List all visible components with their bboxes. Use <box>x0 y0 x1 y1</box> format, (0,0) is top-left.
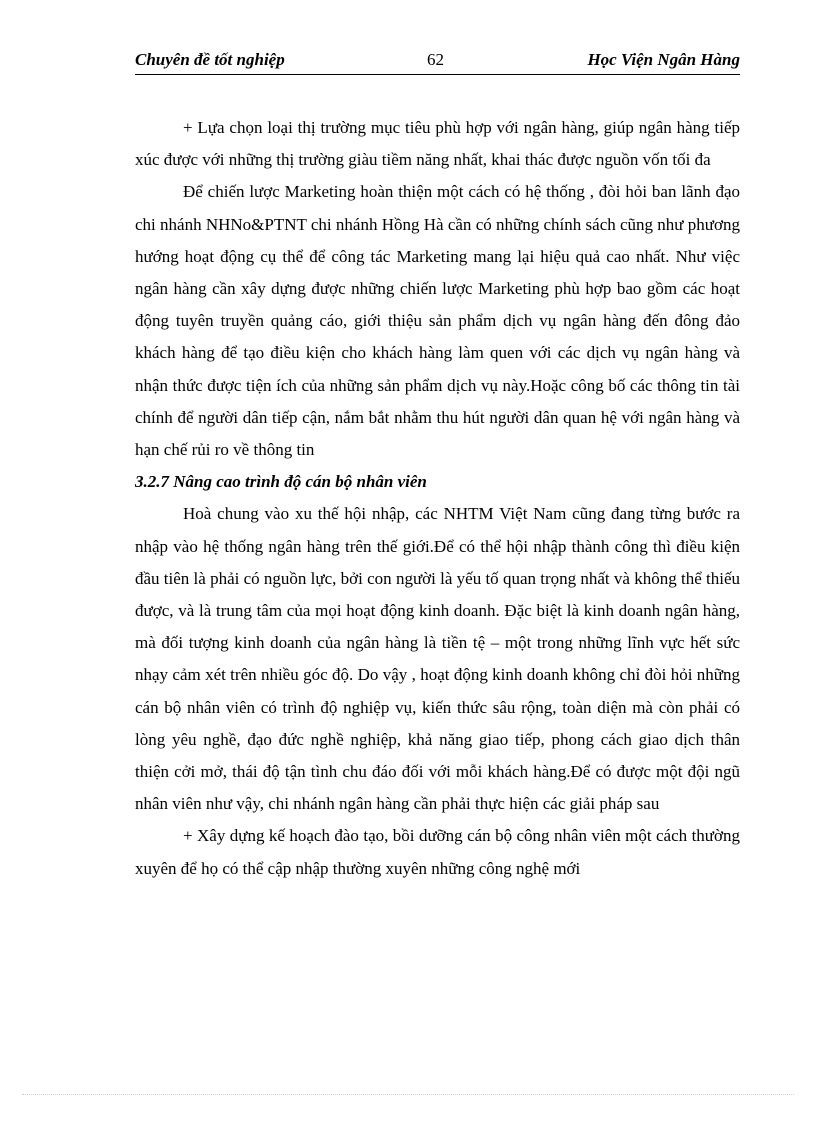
page-number: 62 <box>427 50 444 69</box>
header-institution: Học Viện Ngân Hàng <box>587 50 740 69</box>
paragraph-staff-quality: Hoà chung vào xu thế hội nhập, các NHTM Việt Nam cũng đang từng bước ra nhập vào hệ thống ngân hàng trên thế giới.Để có thể hội nhập thành công thì điều kiện đầu tiên là phải có nguồn lực, bởi con người là yếu tố quan trọng nhất và không thể thiếu được, và là trung tâm của mọi hoạt động kinh doanh. Đặc biệt là kinh doanh ngân hàng, mà đối tượng kinh doanh của ngân hàng là tiền tệ – một trong những lĩnh vực hết sức nhạy cảm xét trên nhiều góc độ. Do vậy , hoạt động kinh doanh không chỉ đòi hỏi những cán bộ nhân viên có trình độ nghiệp vụ, kiến thức sâu rộng, toàn diện mà còn phải có lòng yêu nghề, đạo đức nghề nghiệp, khả năng giao tiếp, phong cách giao dịch thân thiện cởi mở, thái độ tận tình chu đáo đối với mỗi khách hàng.Để có được một đội ngũ nhân viên như vậy, chi nhánh ngân hàng cần phải thực hiện các giải pháp sau <box>135 504 740 814</box>
header-document-type: Chuyên đề tốt nghiệp <box>135 50 285 69</box>
page-body <box>135 112 740 885</box>
paragraph-target-market: + Lựa chọn loại thị trường mục tiêu phù hợp với ngân hàng, giúp ngân hàng tiếp xúc được với những thị trường giàu tiềm năng nhất, khai thác được nguồn vốn tối đa <box>135 118 740 170</box>
page-header <box>135 48 740 75</box>
paragraph-training-plan: + Xây dựng kế hoạch đào tạo, bồi dưỡng cán bộ công nhân viên một cách thường xuyên để họ có thể cập nhập thường xuyên những công nghệ mới <box>135 826 740 878</box>
paragraph-marketing-strategy: Để chiến lược Marketing hoàn thiện một cách có hệ thống , đòi hỏi ban lãnh đạo chi nhánh NHNo&PTNT chi nhánh Hồng Hà cần có những chính sách cũng như phương hướng hoạt động cụ thể để công tác Marketing mang lại hiệu quả cao nhất. Như việc ngân hàng cần xây dựng được những chiến lược Marketing phù hợp bao gồm các hoạt động tuyên truyền quảng cáo, giới thiệu sản phẩm dịch vụ ngân hàng đến đông đảo khách hàng để tạo điều kiện cho khách hàng làm quen với các dịch vụ ngân hàng và nhận thức được tiện ích của những sản phẩm dịch vụ này.Hoặc công bố các thông tin tài chính để người dân tiếp cận, nắm bắt nhằm thu hút người dân quan hệ với ngân hàng và hạn chế rủi ro về thông tin <box>135 182 740 460</box>
footer-divider <box>22 1094 794 1095</box>
section-heading: 3.2.7 Nâng cao trình độ cán bộ nhân viên <box>135 472 427 492</box>
